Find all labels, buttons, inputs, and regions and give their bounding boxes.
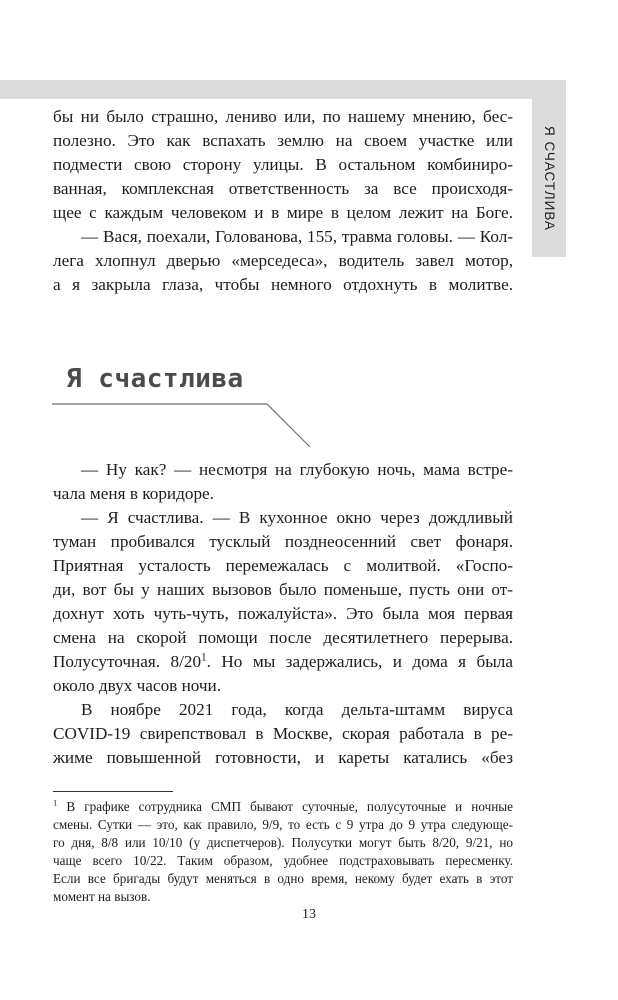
paragraph-line: ванная, комплексная ответственность за все происходя- (53, 179, 513, 198)
running-header-band (0, 80, 566, 99)
paragraph-line: чала меня в коридоре. (53, 484, 214, 503)
line-start: Полусуточная. 8/20 (53, 652, 202, 671)
footnote-line: смены. Сутки — это, как правило, 9/9, то есть с 9 утра до 9 утра следующе- (53, 817, 513, 832)
paragraph-line: — Я счастлива. — В кухонное окно через дождливый (81, 508, 513, 527)
paragraph-line: лега хлопнул дверью «мерседеса», водитель завел мотор, (53, 251, 513, 270)
footnote-text: В графике сотрудника СМП бывают суточные, полусуточные и ночные (57, 799, 513, 814)
paragraph-line: бы ни было страшно, лениво или, по нашему мнению, бес- (53, 107, 513, 126)
paragraph-line: а я закрыла глаза, чтобы немного отдохнуть в молитве. (53, 275, 513, 294)
page-number: 13 (302, 907, 316, 922)
line-end: . Но мы задержались, и дома я была (206, 652, 513, 671)
paragraph-line: полезно. Это как вспахать землю на своем участке или (53, 131, 513, 150)
chapter-title: Я счастлива (66, 364, 244, 394)
paragraph-line: Приятная усталость перемежалась с молитвой. «Госпо- (53, 556, 513, 575)
paragraph-line: смена на скорой помощи после десятилетнего перерыва. (53, 628, 513, 647)
paragraph-line: щее с каждым человеком и в мире в целом лежит на Боге. (53, 203, 513, 222)
footnote-marker: 1 (53, 797, 58, 808)
footnote-line: Если все бригады будут меняться в одно время, некому будет ехать в этот (53, 871, 513, 886)
paragraph-line: туман пробивался тусклый позднеосенний свет фонаря. (53, 532, 513, 551)
footnote-separator (53, 791, 173, 792)
paragraph-line: — Вася, поехали, Голованова, 155, травма головы. — Кол- (81, 227, 513, 246)
footnote-line: го дня, 8/8 или 10/10 (у диспетчеров). Полусутки могут быть 8/20, 9/21, но (53, 835, 513, 850)
running-header-label-box (532, 99, 566, 257)
paragraph-line (53, 650, 513, 674)
footnote-reference: 1 (201, 651, 207, 664)
running-header-title: Я СЧАСТЛИВА (541, 125, 557, 231)
paragraph-line: COVID-19 свирепствовал в Москве, скорая работала в ре- (53, 724, 513, 743)
paragraph-line: подмести свою сторону улицы. В остальном комбиниро- (53, 155, 513, 174)
paragraph-line: В ноябре 2021 года, когда дельта-штамм вируса (81, 700, 513, 719)
paragraph-line: — Ну как? — несмотря на глубокую ночь, мама встре- (81, 460, 513, 479)
footnote-line: чаще всего 10/22. Таким образом, удобнее подстраховывать пересменку. (53, 853, 513, 868)
paragraph-line: дохнут хоть чуть-чуть, пожалуйста». Это была моя первая (53, 604, 513, 623)
footnote-line: момент на вызов. (53, 889, 151, 904)
paragraph-line: ди, вот бы у наших вызовов было поменьше, пусть они от- (53, 580, 513, 599)
paragraph-line: жиме повышенной готовности, и кареты катались «без (53, 748, 513, 767)
footnote-line (53, 798, 513, 816)
paragraph-line: около двух часов ночи. (53, 676, 222, 695)
